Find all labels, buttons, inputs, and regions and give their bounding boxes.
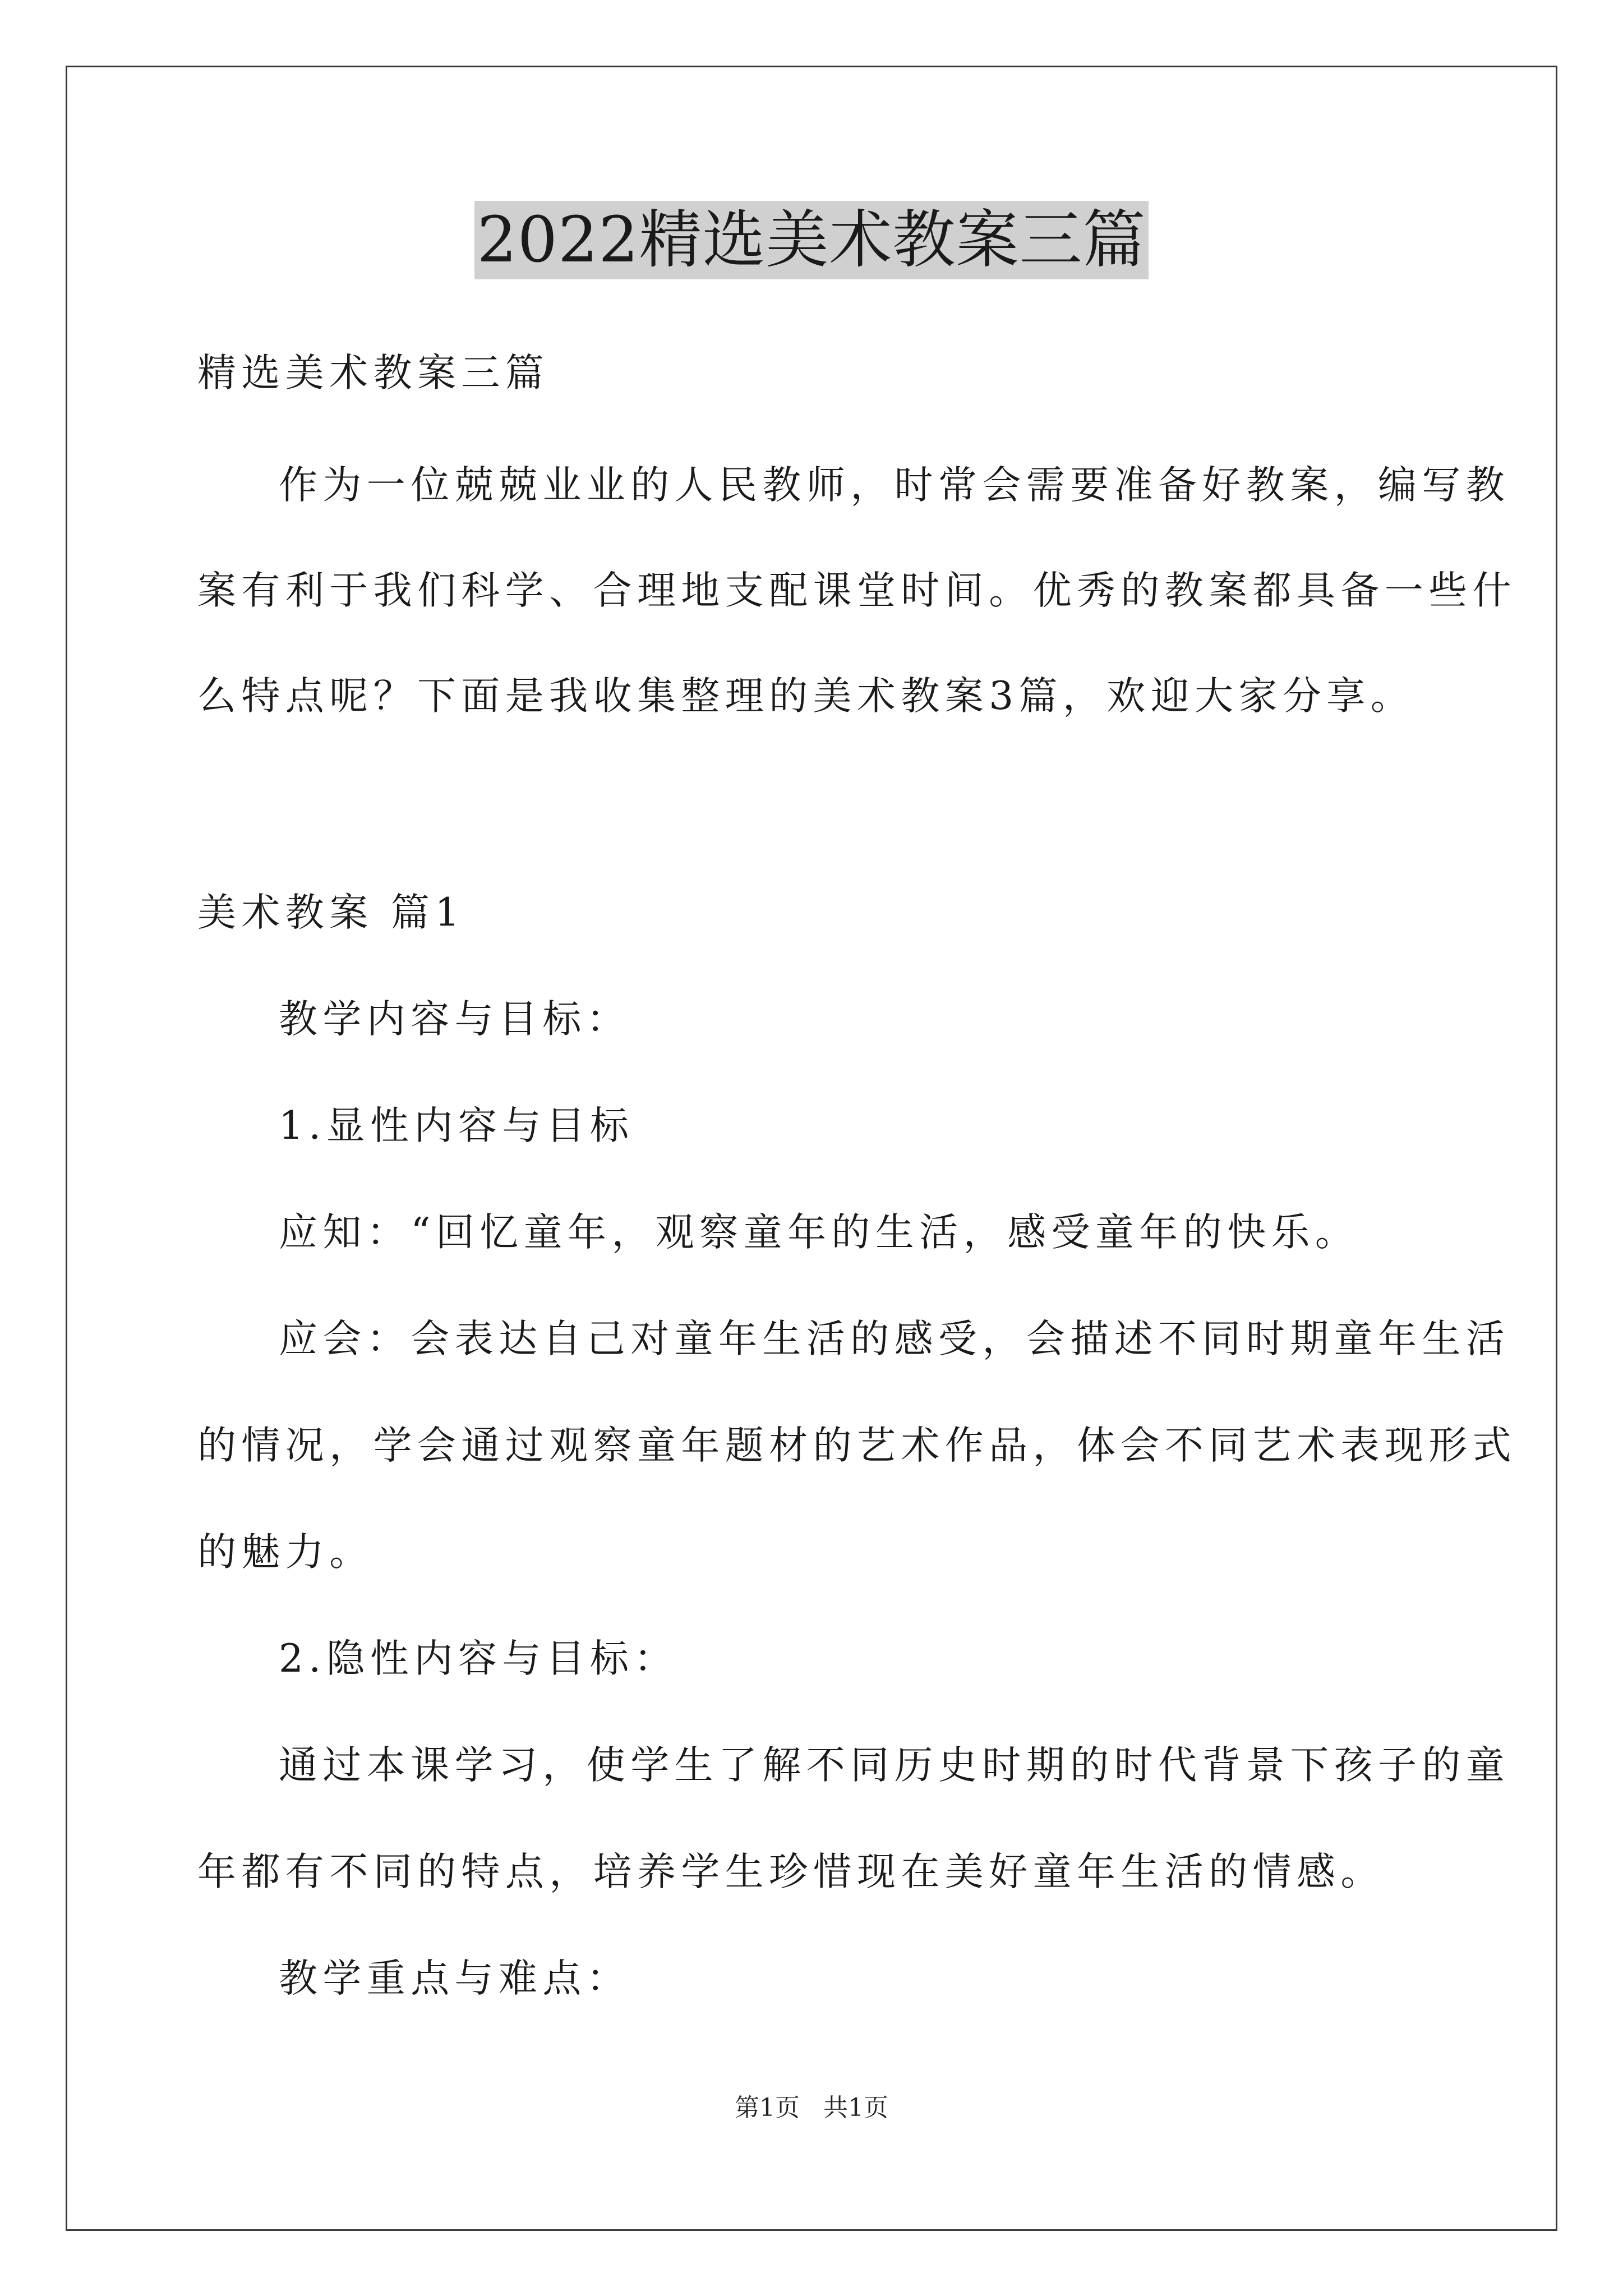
section-heading: 美术教案 篇1: [197, 890, 465, 935]
body-line-9: 年都有不同的特点，培养学生珍惜现在美好童年生活的情感。: [197, 1849, 1385, 1894]
body-line-3: 应知：“回忆童年，观察童年的生活，感受童年的快乐。: [279, 1210, 1359, 1255]
intro-line-2: 案有利于我们科学、合理地支配课堂时间。优秀的教案都具备一些什: [197, 568, 1516, 613]
page-footer: [0, 2091, 1623, 2125]
body-line-7: 2.隐性内容与目标：: [279, 1636, 678, 1681]
body-line-6: 的魅力。: [197, 1530, 374, 1575]
footer-total-pages: 共1页: [823, 2093, 888, 2122]
body-line-5: 的情况，学会通过观察童年题材的艺术作品，体会不同艺术表现形式: [197, 1423, 1516, 1468]
body-line-10: 教学重点与难点：: [279, 1956, 631, 2001]
intro-line-3: 么特点呢？下面是我收集整理的美术教案3篇，欢迎大家分享。: [197, 674, 1415, 719]
document-title: 2022精选美术教案三篇: [474, 201, 1148, 279]
body-line-8: 通过本课学习，使学生了解不同历史时期的时代背景下孩子的童: [279, 1743, 1510, 1788]
body-line-1: 教学内容与目标：: [279, 997, 631, 1042]
body-line-4: 应会：会表达自己对童年生活的感受，会描述不同时期童年生活: [279, 1317, 1510, 1361]
intro-line-1: 作为一位兢兢业业的人民教师，时常会需要准备好教案，编写教: [279, 463, 1510, 508]
document-subtitle: 精选美术教案三篇: [197, 351, 550, 395]
title-container: [0, 201, 1623, 279]
body-line-2: 1.显性内容与目标: [279, 1103, 634, 1148]
footer-page-number: 第1页: [735, 2093, 800, 2122]
